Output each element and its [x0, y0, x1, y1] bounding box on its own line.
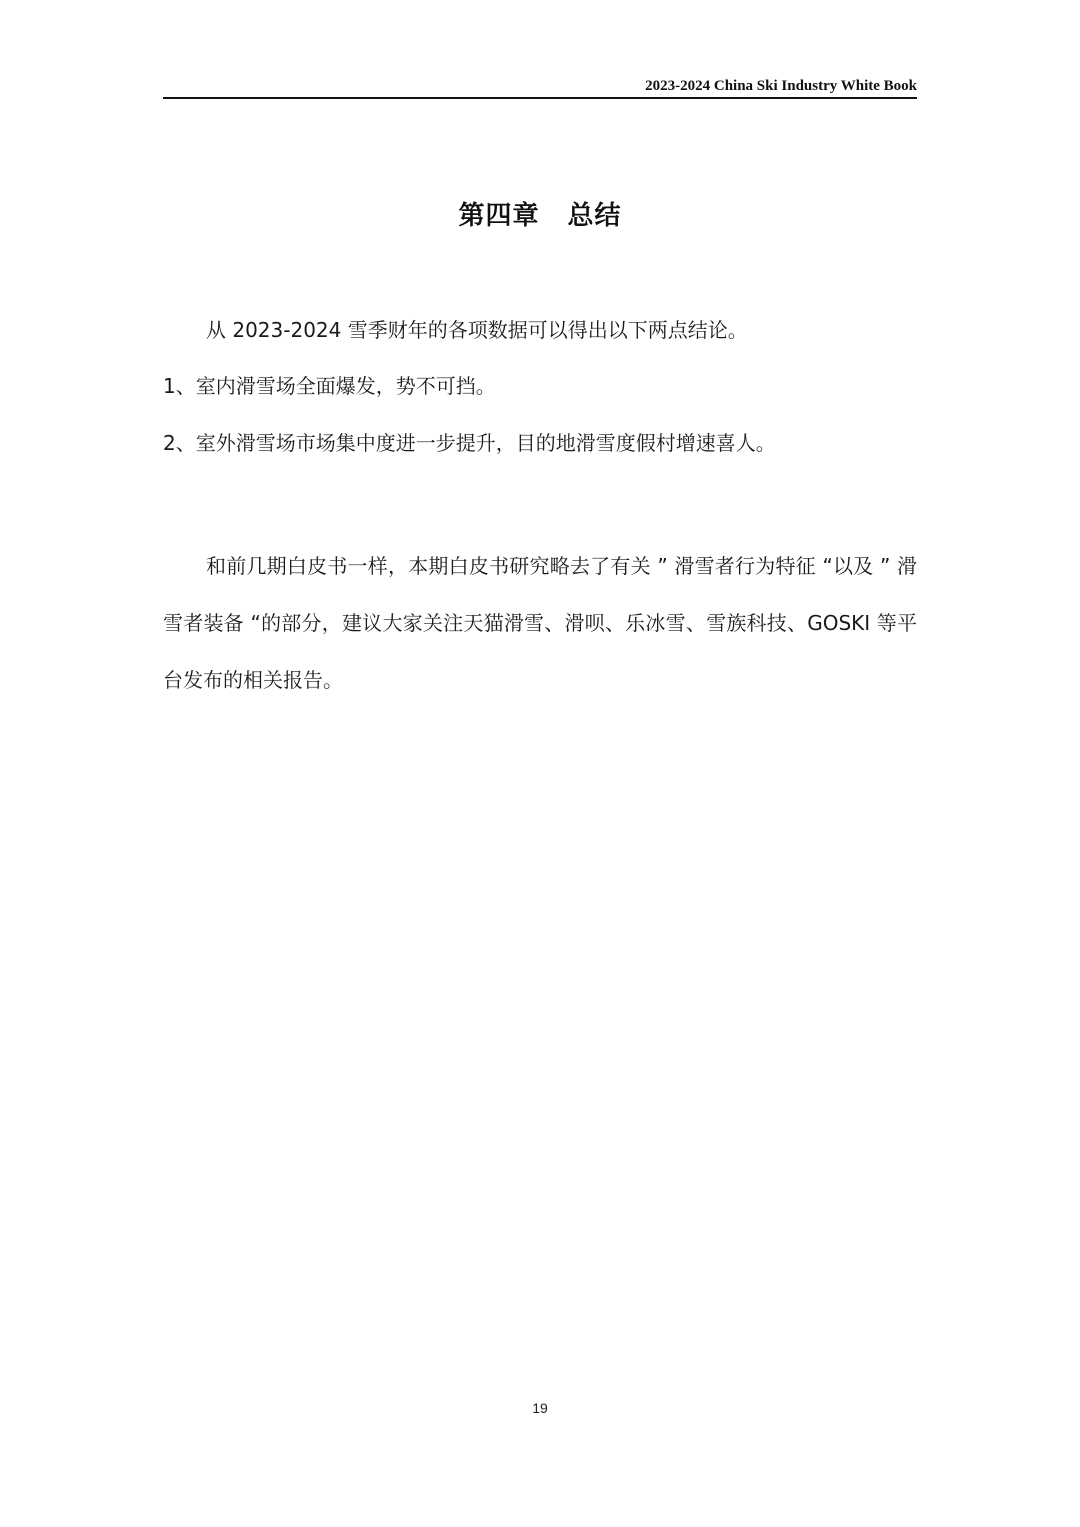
- intro-paragraph: 从 2023-2024 雪季财年的各项数据可以得出以下两点结论。: [206, 318, 748, 342]
- chapter-title: [163, 196, 917, 236]
- header-divider: [163, 97, 917, 99]
- chapter-number-label: 第四章: [458, 201, 540, 231]
- conclusion-item-2: 2、室外滑雪场市场集中度进一步提升，目的地滑雪度假村增速喜人。: [163, 431, 776, 455]
- note-paragraph: 和前几期白皮书一样，本期白皮书研究略去了有关 ” 滑雪者行为特征 “以及 ” 滑雪者装备 “的部分，建议大家关注天猫滑雪、滑呗、乐冰雪、雪族科技、GOSKI 等平台发布的相关报告。: [163, 554, 917, 692]
- page-number: 19: [532, 1400, 548, 1416]
- conclusion-item-1: 1、室内滑雪场全面爆发，势不可挡。: [163, 374, 496, 398]
- running-header: 2023-2024 China Ski Industry White Book: [645, 78, 917, 94]
- chapter-title-text: 总结: [567, 201, 622, 231]
